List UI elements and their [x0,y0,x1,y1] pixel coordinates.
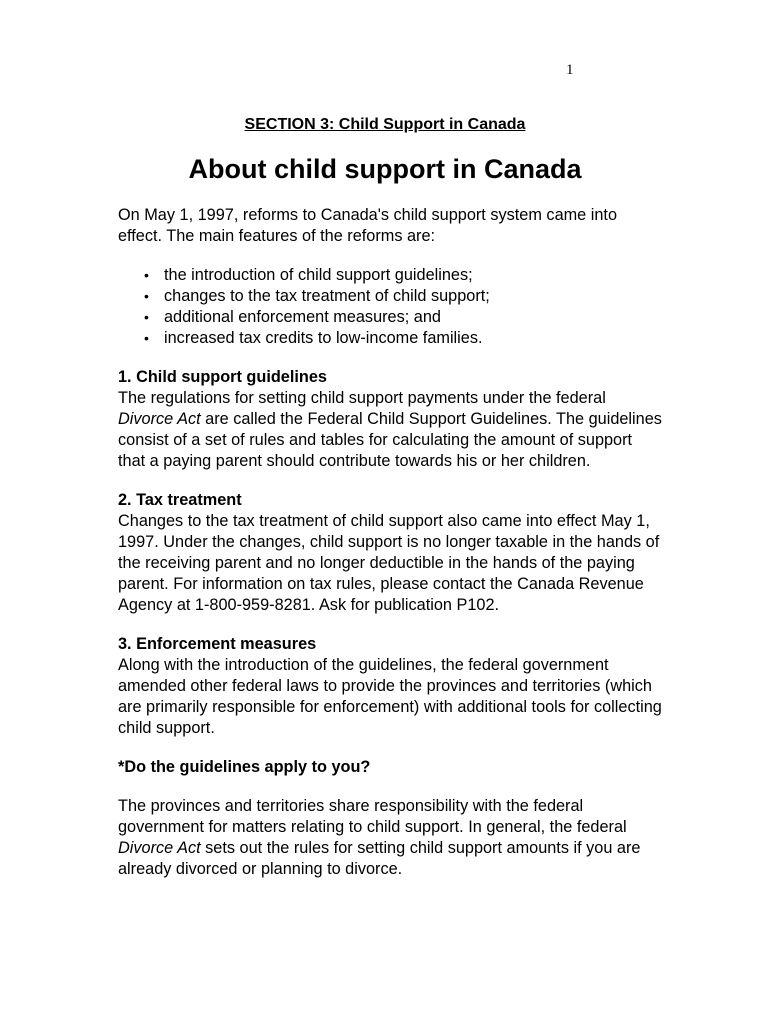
divorce-act-name: Divorce Act [118,839,201,857]
apply-question: *Do the guidelines apply to you? [118,758,371,776]
guidelines-text-before: The regulations for setting child support payments under the federal [118,389,606,407]
closing-paragraph [118,796,663,880]
document-body [118,205,663,880]
divorce-act-name: Divorce Act [118,410,201,428]
guidelines-text-after: are called the Federal Child Support Guidelines. The guidelines consist of a set of rules and tables for calculating the amount of support that a paying parent should contribute towards his or her children. [118,410,662,470]
guidelines-heading: 1. Child support guidelines [118,368,327,386]
tax-section [118,490,663,616]
list-item: • the introduction of child support guidelines; [164,265,663,286]
page-number: 1 [566,62,574,78]
features-list [118,265,663,349]
list-item: • changes to the tax treatment of child support; [164,286,663,307]
section-title: SECTION 3: Child Support in Canada [244,116,526,133]
enforcement-section [118,634,663,739]
intro-paragraph: On May 1, 1997, reforms to Canada's child support system came into effect. The main features of the reforms are: [118,206,618,245]
guidelines-paragraph [118,388,663,472]
tax-paragraph: Changes to the tax treatment of child support also came into effect May 1, 1997. Under the changes, child support is no longer taxable in the hands of the receiving parent and no longer deductible in the hands of the paying parent. For information on tax rules, please contact the Canada Revenue Agency at 1-800-959-8281. Ask for publication P102. [118,512,660,614]
closing-text-before: The provinces and territories share responsibility with the federal government for matters relating to child support. In general, the federal [118,797,627,836]
closing-text-after: sets out the rules for setting child support amounts if you are already divorced or planning to divorce. [118,839,641,878]
enforcement-paragraph: Along with the introduction of the guidelines, the federal government amended other federal laws to provide the provinces and territories (which are primarily responsible for enforcement) with additional tools for collecting child support. [118,656,662,737]
tax-heading: 2. Tax treatment [118,491,242,509]
page-title: About child support in Canada [188,154,582,184]
list-item: • additional enforcement measures; and [164,307,663,328]
guidelines-section [118,367,663,472]
enforcement-heading: 3. Enforcement measures [118,635,317,653]
list-item: • increased tax credits to low-income families. [164,328,663,349]
